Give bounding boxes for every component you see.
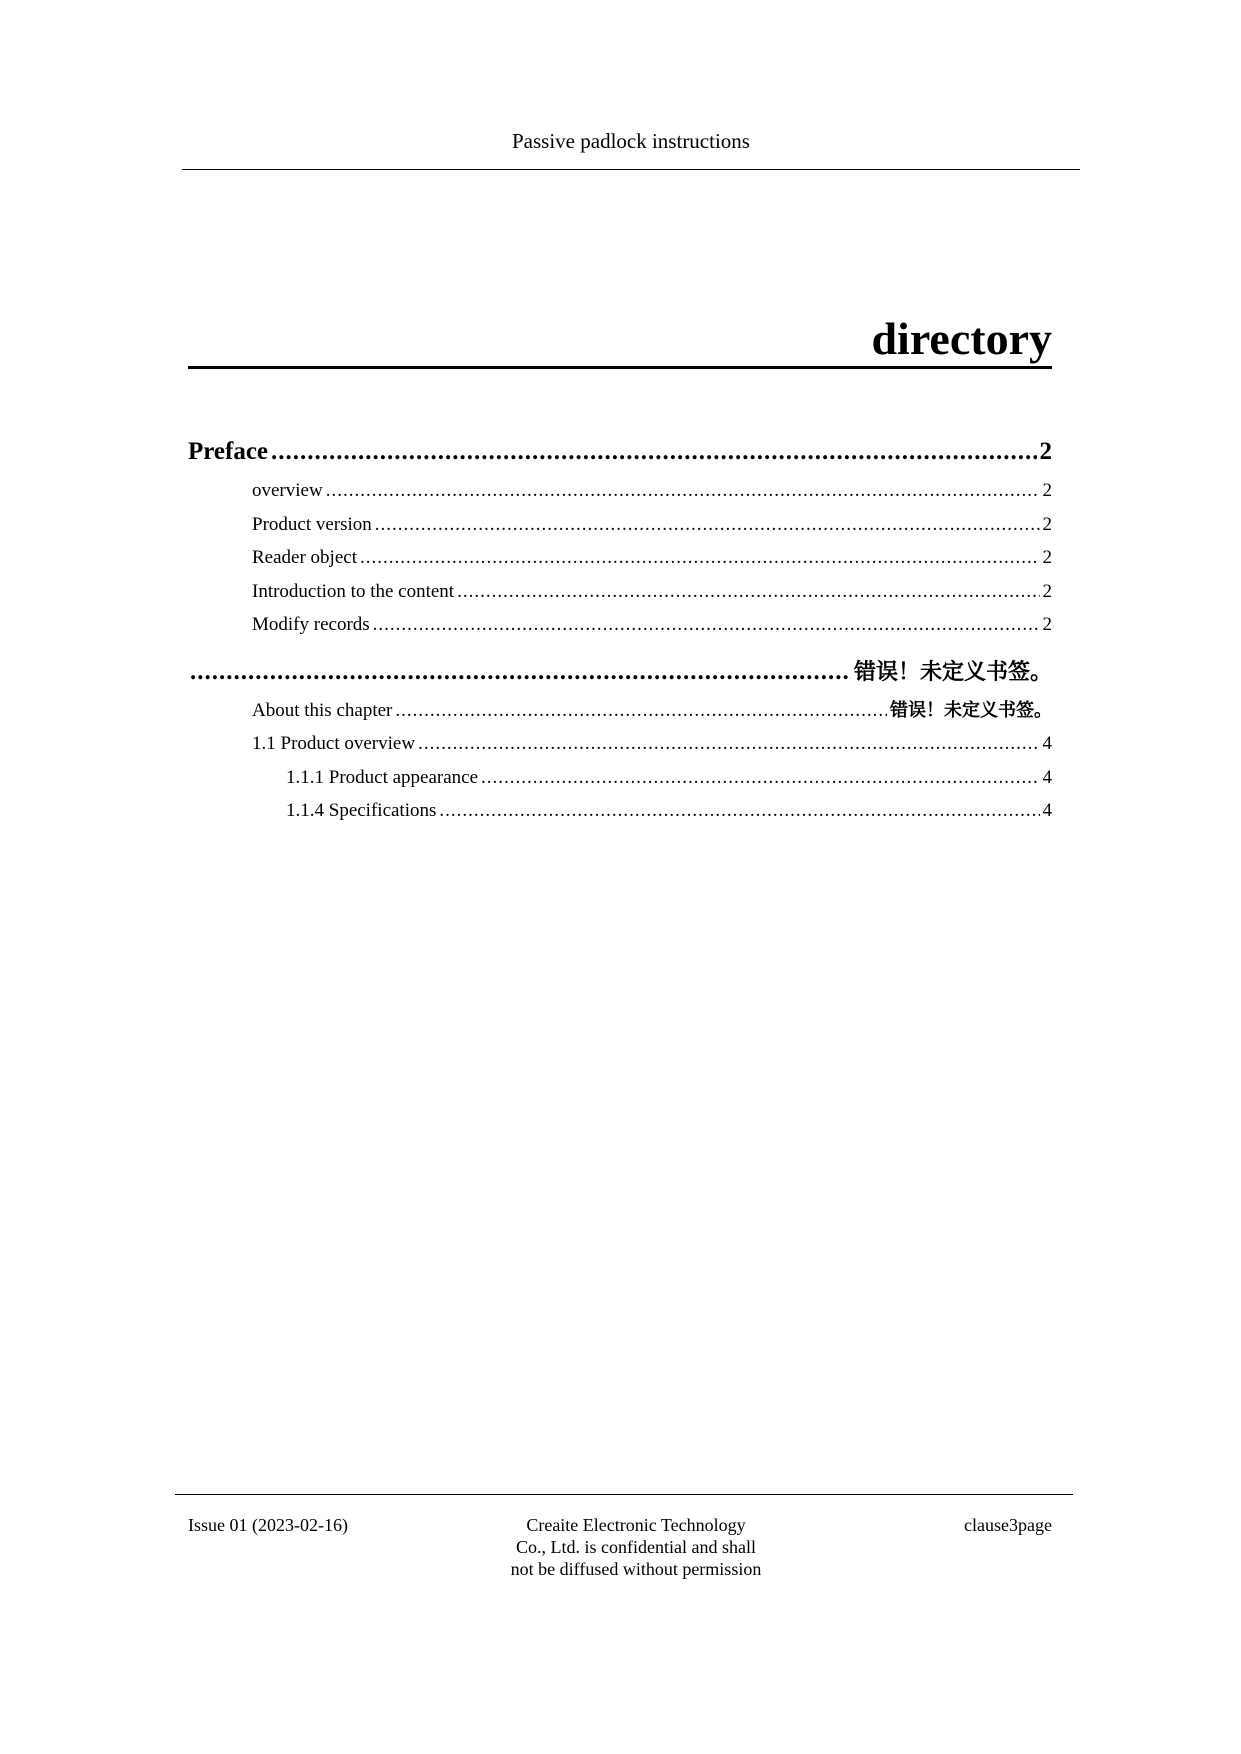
header-divider bbox=[182, 169, 1080, 170]
page-reference: clause3page bbox=[964, 1515, 1052, 1535]
toc-page-number: 4 bbox=[1042, 766, 1052, 788]
toc-entry-reader-object[interactable] bbox=[188, 541, 1052, 575]
toc-entry-label: 1.1 Product overview bbox=[252, 733, 416, 754]
toc-page-number: 2 bbox=[1042, 547, 1052, 568]
toc-entry-product-appearance[interactable] bbox=[188, 761, 1052, 795]
dot-leader bbox=[481, 761, 1039, 795]
toc-page-error: 错误！未定义书签。 bbox=[890, 699, 1052, 721]
dot-leader bbox=[360, 541, 1040, 575]
running-header-title: Passive padlock instructions bbox=[512, 129, 750, 153]
issue-date: Issue 01 (2023-02-16) bbox=[188, 1515, 348, 1535]
title-divider bbox=[188, 366, 1052, 369]
toc-page-number: 2 bbox=[1039, 438, 1052, 465]
dot-leader bbox=[375, 508, 1040, 542]
footer-divider bbox=[175, 1494, 1073, 1495]
notice-line: not be diffused without permission bbox=[510, 1559, 762, 1579]
toc-page-number: 4 bbox=[1042, 800, 1052, 821]
toc-entry-specifications[interactable] bbox=[188, 794, 1052, 828]
toc-page-number: 2 bbox=[1042, 513, 1052, 535]
toc-entry-modify-records[interactable] bbox=[188, 608, 1052, 642]
toc-entry-label: Reader object bbox=[252, 547, 357, 568]
dot-leader bbox=[395, 694, 887, 728]
toc-entry-label: Introduction to the content bbox=[252, 580, 455, 602]
toc-entry-label: overview bbox=[252, 480, 323, 501]
toc-entry-chapter-error[interactable] bbox=[188, 650, 1052, 694]
dot-leader bbox=[190, 650, 851, 694]
toc-entry-label: Product version bbox=[252, 513, 372, 535]
toc-page-error: 错误！未定义书签。 bbox=[853, 659, 1052, 685]
toc-entry-about-this-chapter[interactable] bbox=[188, 694, 1052, 728]
toc-entry-label: About this chapter bbox=[252, 699, 393, 721]
toc-entry-introduction[interactable] bbox=[188, 575, 1052, 609]
notice-line: Co., Ltd. is confidential and shall bbox=[516, 1537, 756, 1557]
toc-entry-label: 1.1.1 Product appearance bbox=[286, 766, 479, 788]
toc-entry-product-overview[interactable] bbox=[188, 727, 1052, 761]
toc-page-number: 2 bbox=[1042, 614, 1052, 635]
toc-page-number: 2 bbox=[1042, 580, 1052, 602]
toc-entry-product-version[interactable] bbox=[188, 508, 1052, 542]
toc-page-number: 4 bbox=[1042, 733, 1052, 754]
dot-leader bbox=[326, 474, 1040, 508]
dot-leader bbox=[373, 608, 1040, 642]
page-title: directory bbox=[871, 313, 1052, 364]
dot-leader bbox=[271, 430, 1036, 474]
notice-line: Creaite Electronic Technology bbox=[526, 1515, 746, 1535]
dot-leader bbox=[439, 794, 1039, 828]
dot-leader bbox=[418, 727, 1039, 761]
toc-page-number: 2 bbox=[1042, 480, 1052, 501]
toc-entry-preface[interactable] bbox=[188, 430, 1052, 474]
confidentiality-notice bbox=[486, 1514, 786, 1580]
table-of-contents bbox=[188, 430, 1052, 828]
toc-entry-label: 1.1.4 Specifications bbox=[286, 800, 437, 821]
dot-leader bbox=[457, 575, 1039, 609]
toc-entry-label: Preface bbox=[188, 438, 269, 465]
toc-entry-overview[interactable] bbox=[188, 474, 1052, 508]
toc-entry-label: Modify records bbox=[252, 614, 370, 635]
